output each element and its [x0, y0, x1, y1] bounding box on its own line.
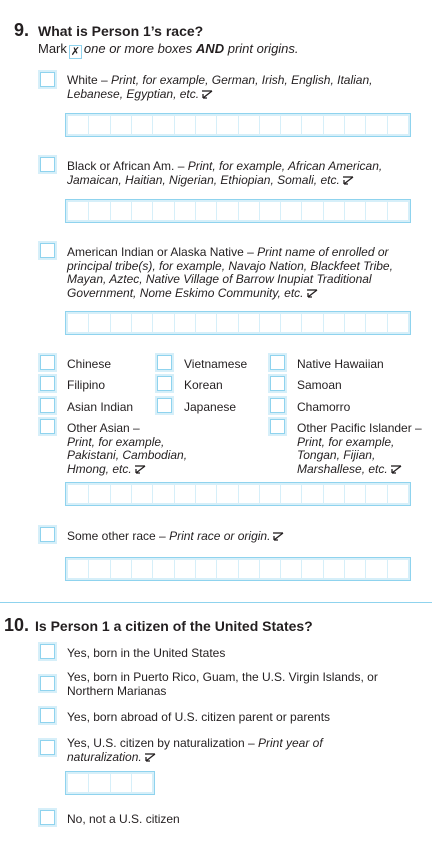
samoan-checkbox[interactable] [270, 376, 285, 391]
american-indian-desc: Print name of enrolled or principal tribe(s), for example, Navajo Nation, Blackfeet Tribe, Mayan, Aztec, Native Village of Barrow Inupiat Traditional Government, Nome Eskimo Community, etc. [67, 245, 393, 300]
chinese-checkbox[interactable] [40, 355, 55, 370]
instruction-suffix: print origins. [227, 41, 299, 56]
question-9-title: What is Person 1’s race? [38, 23, 204, 39]
write-in-arrow-icon [390, 465, 402, 474]
black-checkbox[interactable] [40, 157, 55, 172]
japanese-checkbox[interactable] [157, 398, 172, 413]
naturalization-desc: Print year of naturalization. [67, 736, 323, 764]
citizen-born-us-checkbox[interactable] [40, 644, 55, 659]
asian-indian-checkbox[interactable] [40, 398, 55, 413]
not-citizen-checkbox[interactable] [40, 810, 55, 825]
american-indian-write-in-field[interactable] [65, 311, 411, 335]
white-name: White [67, 73, 98, 87]
instruction-mark-text: Mark [38, 41, 67, 56]
section-divider [0, 602, 432, 603]
some-other-race-desc: Print race or origin. [169, 529, 271, 543]
other-pacific-islander-name: Other Pacific Islander [297, 421, 412, 435]
american-indian-checkbox[interactable] [40, 243, 55, 258]
write-in-arrow-icon [342, 176, 354, 185]
sample-mark-box: ✗ [70, 46, 80, 58]
write-in-arrow-icon [201, 90, 213, 99]
citizen-naturalization-checkbox[interactable] [40, 740, 55, 755]
other-asian-pi-write-in-field[interactable] [65, 482, 411, 506]
filipino-label: Filipino [67, 378, 106, 392]
other-pacific-islander-desc: Print, for example, Tongan, Fijian, Marshallese, etc. [297, 434, 395, 476]
black-name: Black or African Am. [67, 159, 175, 173]
citizen-born-us-label: Yes, born in the United States [67, 646, 226, 660]
write-in-arrow-icon [272, 532, 284, 541]
american-indian-label: American Indian or Alaska Native – Print name of enrolled or principal tribe(s), for example, Navajo Nation, Blackfeet Tribe, Mayan, Aztec, Native Village of Barrow Inupiat Traditional Government, Nome Eskimo Community, etc. [67, 245, 393, 300]
other-pacific-islander-checkbox[interactable] [270, 419, 285, 434]
asian-indian-label: Asian Indian [67, 400, 134, 414]
japanese-label: Japanese [184, 400, 237, 414]
some-other-race-name: Some other race [67, 529, 156, 543]
question-10-title: Is Person 1 a citizen of the United States? [35, 618, 313, 634]
question-9-number: 9. [14, 20, 30, 40]
chamorro-checkbox[interactable] [270, 398, 285, 413]
american-indian-name: American Indian or Alaska Native [67, 245, 244, 259]
other-asian-name: Other Asian [67, 421, 130, 435]
citizen-born-abroad-label: Yes, born abroad of U.S. citizen parent or parents [67, 710, 331, 724]
question-9-instruction [38, 41, 299, 59]
write-in-arrow-icon [134, 465, 146, 474]
korean-checkbox[interactable] [157, 376, 172, 391]
citizen-naturalization-label: Yes, U.S. citizen by naturalization – Print year of naturalization. [67, 736, 323, 764]
instruction-and: AND [195, 41, 225, 56]
filipino-checkbox[interactable] [40, 376, 55, 391]
some-other-race-label: Some other race – Print race or origin. [67, 530, 397, 544]
black-desc: Print, for example, African American, Jamaican, Haitian, Nigerian, Ethiopian, Somali, etc. [67, 159, 383, 187]
white-label: White – Print, for example, German, Irish, English, Italian, Lebanese, Egyptian, etc. [67, 73, 373, 101]
write-in-arrow-icon [144, 753, 156, 762]
question-10-number: 10. [4, 615, 30, 635]
black-write-in-field[interactable] [65, 199, 411, 223]
samoan-label: Samoan [297, 378, 342, 392]
citizen-born-territory-checkbox[interactable] [40, 676, 55, 691]
white-desc: Print, for example, German, Irish, English, Italian, Lebanese, Egyptian, etc. [67, 73, 373, 101]
write-in-arrow-icon [306, 289, 318, 298]
vietnamese-label: Vietnamese [184, 357, 248, 371]
some-other-race-write-in-field[interactable] [65, 557, 411, 581]
naturalization-name: Yes, U.S. citizen by naturalization [67, 736, 245, 750]
not-citizen-label: No, not a U.S. citizen [67, 812, 180, 826]
instruction-mid: one or more boxes [83, 41, 193, 56]
citizen-born-abroad-checkbox[interactable] [40, 708, 55, 723]
native-hawaiian-label: Native Hawaiian [297, 357, 384, 371]
other-pacific-islander-label: Other Pacific Islander – Print, for example, Tongan, Fijian, Marshallese, etc. [297, 421, 422, 476]
white-write-in-field[interactable] [65, 113, 411, 137]
native-hawaiian-checkbox[interactable] [270, 355, 285, 370]
black-label: Black or African Am. – Print, for example, African American, Jamaican, Haitian, Nigerian, Ethiopian, Somali, etc. [67, 159, 383, 187]
other-asian-checkbox[interactable] [40, 419, 55, 434]
chamorro-label: Chamorro [297, 400, 351, 414]
other-asian-label: Other Asian – Print, for example, Pakistani, Cambodian, Hmong, etc. [67, 421, 188, 476]
chinese-label: Chinese [67, 357, 112, 371]
other-asian-desc: Print, for example, Pakistani, Cambodian, Hmong, etc. [67, 434, 188, 476]
white-checkbox[interactable] [40, 72, 55, 87]
vietnamese-checkbox[interactable] [157, 355, 172, 370]
naturalization-year-field[interactable] [65, 771, 155, 795]
some-other-race-checkbox[interactable] [40, 527, 55, 542]
korean-label: Korean [184, 378, 223, 392]
citizen-born-territory-label: Yes, born in Puerto Rico, Guam, the U.S. Virgin Islands, or Northern Marianas [67, 670, 378, 698]
